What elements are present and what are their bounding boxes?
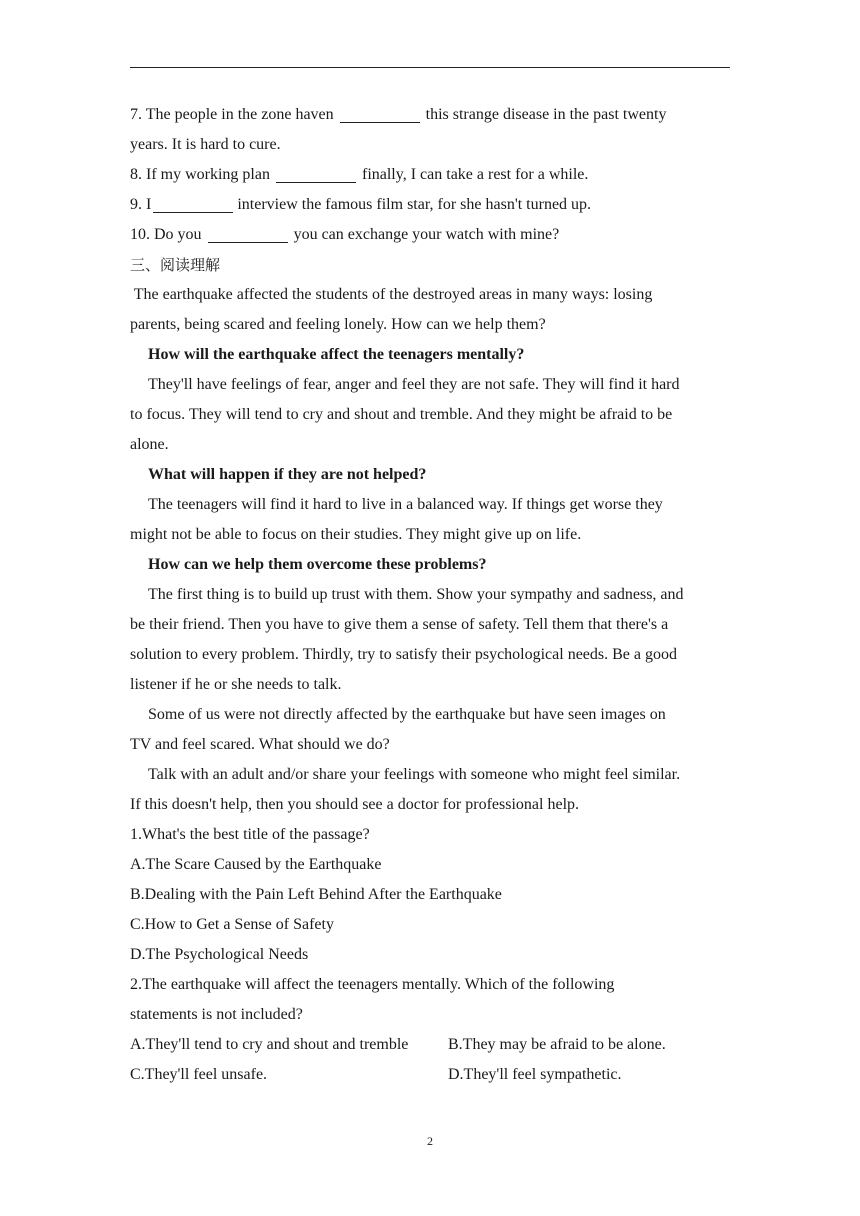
- header-rule: [130, 67, 730, 68]
- fill-in-item-7: [130, 100, 730, 130]
- answer-option-a[interactable]: A.They'll tend to cry and shout and tremble: [130, 1036, 409, 1053]
- passage-line: TV and feel scared. What should we do?: [130, 736, 390, 753]
- question-stem: statements is not included?: [130, 1006, 303, 1023]
- page-content: [130, 100, 730, 1090]
- item-text: Do you: [154, 226, 202, 243]
- passage-line: alone.: [130, 436, 169, 453]
- question-stem: 1.What's the best title of the passage?: [130, 826, 370, 843]
- passage-intro-line: parents, being scared and feeling lonely. How can we help them?: [130, 316, 546, 333]
- item-text: If my working plan: [146, 166, 270, 183]
- passage-line: might not be able to focus on their studies. They might give up on life.: [130, 526, 582, 543]
- answer-option-b[interactable]: B.Dealing with the Pain Left Behind After the Earthquake: [130, 886, 502, 903]
- item-text: you can exchange your watch with mine?: [293, 226, 560, 243]
- question-stem: 2.The earthquake will affect the teenagers mentally. Which of the following: [130, 976, 615, 993]
- passage-line: solution to every problem. Thirdly, try to satisfy their psychological needs. Be a good: [130, 646, 678, 663]
- passage-line: The teenagers will find it hard to live in a balanced way. If things get worse they: [148, 496, 663, 513]
- passage-intro-line: The earthquake affected the students of the destroyed areas in many ways: losing: [130, 286, 653, 303]
- item-text: this strange disease in the past twenty: [425, 106, 667, 123]
- answer-option-d[interactable]: D.They'll feel sympathetic.: [448, 1066, 622, 1083]
- answer-options-row: [130, 1030, 730, 1060]
- fill-in-item-10: [130, 220, 730, 250]
- fill-in-item-8: [130, 160, 730, 190]
- item-number: 8.: [130, 166, 142, 183]
- answer-option-c[interactable]: C.How to Get a Sense of Safety: [130, 916, 334, 933]
- answer-option-a[interactable]: A.The Scare Caused by the Earthquake: [130, 856, 382, 873]
- fill-in-item-9: [130, 190, 730, 220]
- answer-option-c[interactable]: C.They'll feel unsafe.: [130, 1066, 268, 1083]
- item-text: finally, I can take a rest for a while.: [361, 166, 589, 183]
- passage-line: Some of us were not directly affected by the earthquake but have seen images on: [148, 706, 666, 723]
- passage-line: be their friend. Then you have to give them a sense of safety. Tell them that there's a: [130, 616, 669, 633]
- item-number: 7.: [130, 106, 142, 123]
- answer-option-d[interactable]: D.The Psychological Needs: [130, 946, 309, 963]
- passage-line: listener if he or she needs to talk.: [130, 676, 342, 693]
- answer-blank[interactable]: [208, 225, 288, 243]
- answer-blank[interactable]: [276, 165, 356, 183]
- section-heading: 三、阅读理解: [130, 256, 221, 274]
- passage-line: to focus. They will tend to cry and shout and tremble. And they might be afraid to be: [130, 406, 673, 423]
- item-text: I: [146, 196, 152, 213]
- passage-subheading: How will the earthquake affect the teenagers mentally?: [148, 346, 525, 363]
- answer-blank[interactable]: [340, 105, 420, 123]
- passage-line: Talk with an adult and/or share your feelings with someone who might feel similar.: [148, 766, 681, 783]
- item-text: interview the famous film star, for she hasn't turned up.: [237, 196, 592, 213]
- item-text: The people in the zone haven: [145, 106, 334, 123]
- item-number: 10.: [130, 226, 150, 243]
- passage-line: The first thing is to build up trust with them. Show your sympathy and sadness, and: [148, 586, 684, 603]
- answer-option-b[interactable]: B.They may be afraid to be alone.: [448, 1036, 666, 1053]
- answer-options-row: [130, 1060, 730, 1090]
- answer-blank[interactable]: [153, 195, 233, 213]
- passage-line: If this doesn't help, then you should see a doctor for professional help.: [130, 796, 580, 813]
- passage-line: They'll have feelings of fear, anger and feel they are not safe. They will find it hard: [148, 376, 680, 393]
- item-number: 9.: [130, 196, 142, 213]
- fill-in-item-7-continuation: years. It is hard to cure.: [130, 136, 281, 153]
- passage-subheading: What will happen if they are not helped?: [148, 466, 427, 483]
- page-number: 2: [427, 1134, 433, 1148]
- passage-subheading: How can we help them overcome these problems?: [148, 556, 487, 573]
